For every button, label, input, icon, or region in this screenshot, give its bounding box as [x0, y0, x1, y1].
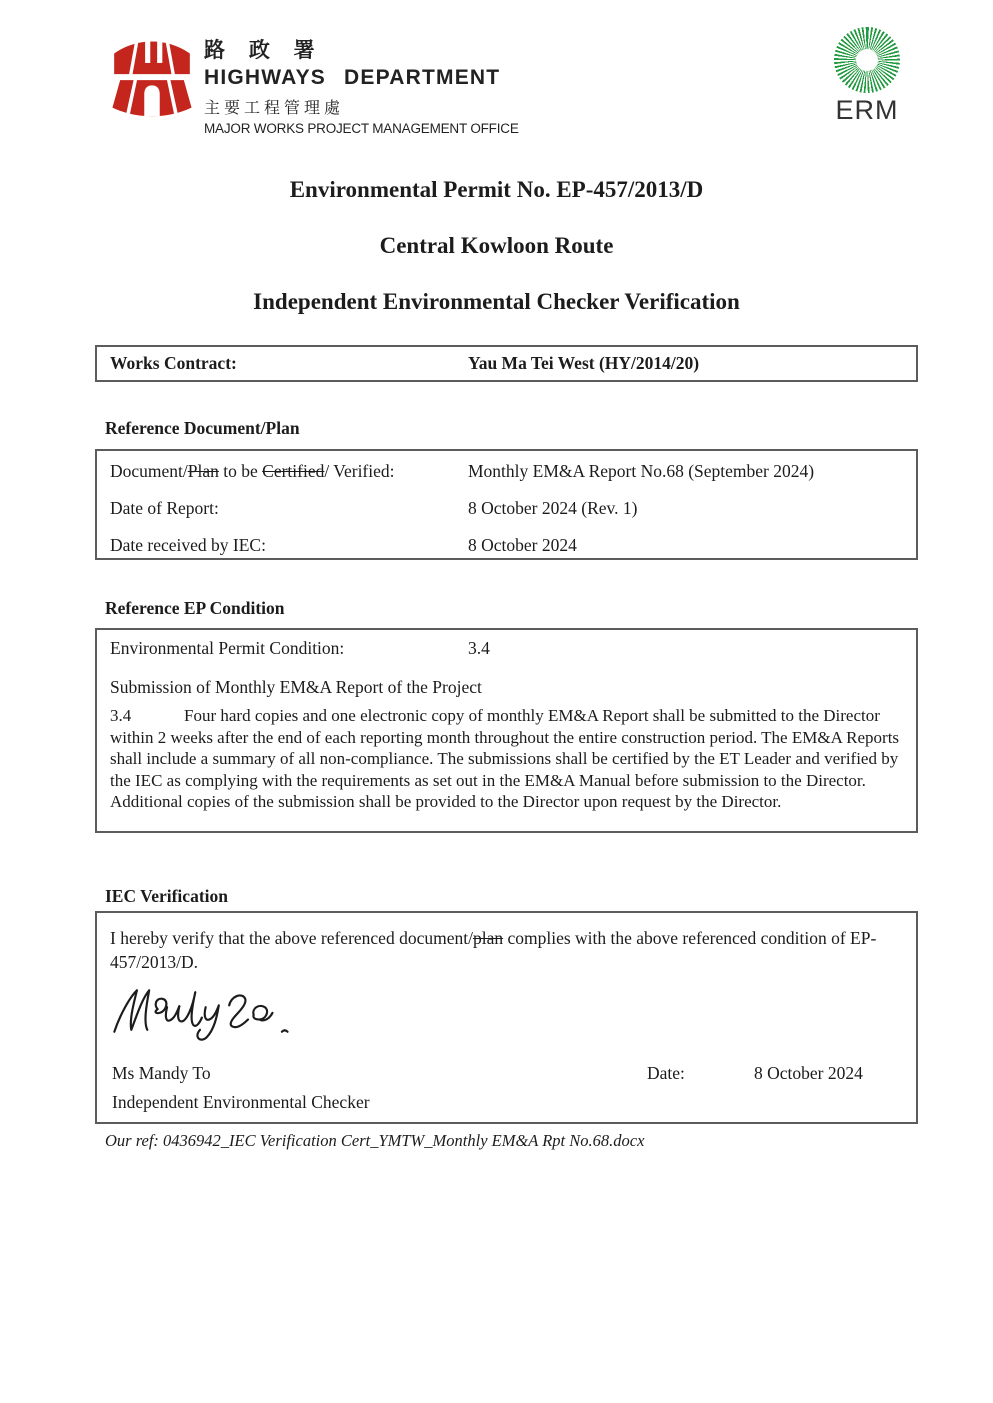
permit-number-title: Environmental Permit No. EP-457/2013/D — [289, 177, 704, 202]
date-of-report-label: Date of Report: — [110, 498, 219, 518]
document-verified-value: Monthly EM&A Report No.68 (September 2024) — [468, 461, 815, 481]
date-value: 8 October 2024 — [754, 1063, 863, 1083]
ep-condition-subheading: Submission of Monthly EM&A Report of the Project — [110, 677, 482, 697]
strikethrough-certified: Certified — [262, 461, 325, 481]
document-type-title: Independent Environmental Checker Verification — [253, 289, 740, 314]
project-title: Central Kowloon Route — [379, 233, 614, 258]
reference-document-box — [95, 449, 918, 560]
document-verified-row — [97, 453, 916, 490]
clause-number: 3.4 — [110, 706, 132, 725]
date-received-label: Date received by IEC: — [110, 535, 266, 555]
works-contract-box — [95, 345, 918, 382]
ep-condition-clause — [97, 699, 916, 813]
ep-condition-row — [97, 630, 916, 667]
signature-handwritten — [109, 979, 291, 1043]
erm-logo — [831, 27, 903, 126]
date-received-row — [97, 527, 916, 564]
verification-statement: I hereby verify that the above referenced document/plan complies with the above referenced condition of EP-457/2013/D. — [110, 928, 877, 972]
header-department-text — [204, 34, 519, 136]
erm-logo-label: ERM — [835, 95, 899, 125]
highways-department-icon — [109, 33, 195, 117]
signer-name: Ms Mandy To — [112, 1063, 211, 1083]
document-verified-label: Document/Plan to be Certified/ Verified: — [110, 461, 395, 481]
date-of-report-value: 8 October 2024 (Rev. 1) — [468, 498, 638, 518]
office-name-chinese: 主要工程管理處 — [204, 100, 345, 117]
our-ref-line: Our ref: 0436942_IEC Verification Cert_YMTW_Monthly EM&A Rpt No.68.docx — [105, 1131, 645, 1150]
date-received-value: 8 October 2024 — [468, 535, 577, 555]
office-name-english: MAJOR WORKS PROJECT MANAGEMENT OFFICE — [204, 121, 519, 136]
erm-sunburst-icon — [834, 27, 900, 93]
iec-verification-heading: IEC Verification — [105, 886, 228, 906]
date-of-report-row — [97, 490, 916, 527]
strikethrough-plan-statement: plan — [472, 928, 504, 948]
ep-condition-value: 3.4 — [468, 638, 490, 658]
works-contract-value: Yau Ma Tei West (HY/2014/20) — [468, 353, 700, 373]
reference-document-heading: Reference Document/Plan — [105, 418, 300, 438]
iec-verification-box — [95, 911, 918, 1124]
strikethrough-plan: Plan — [187, 461, 219, 481]
signer-date-row — [112, 1063, 901, 1084]
works-contract-label: Works Contract: — [110, 353, 237, 373]
department-name-english: HIGHWAYS DEPARTMENT — [204, 66, 501, 89]
reference-ep-heading: Reference EP Condition — [105, 598, 285, 618]
ep-condition-label: Environmental Permit Condition: — [110, 638, 345, 658]
reference-ep-box — [95, 628, 918, 833]
date-label: Date: — [647, 1063, 685, 1083]
department-name-chinese: 路 政 署 — [204, 39, 324, 62]
clause-text: Four hard copies and one electronic copy of monthly EM&A Report shall be submitted to the Director within 2 weeks after the end of each reporting month throughout the entire construction period. The EM&A Reports shall include a summary of all non-compliance. The submissions shall be certified by the ET Leader and verified by the IEC as complying with the requirements as set out in the EM&A Manual before submission to the Director. Additional copies of the submission shall be provided to the Director upon request by the Director. — [110, 706, 900, 811]
signer-title: Independent Environmental Checker — [112, 1092, 370, 1112]
